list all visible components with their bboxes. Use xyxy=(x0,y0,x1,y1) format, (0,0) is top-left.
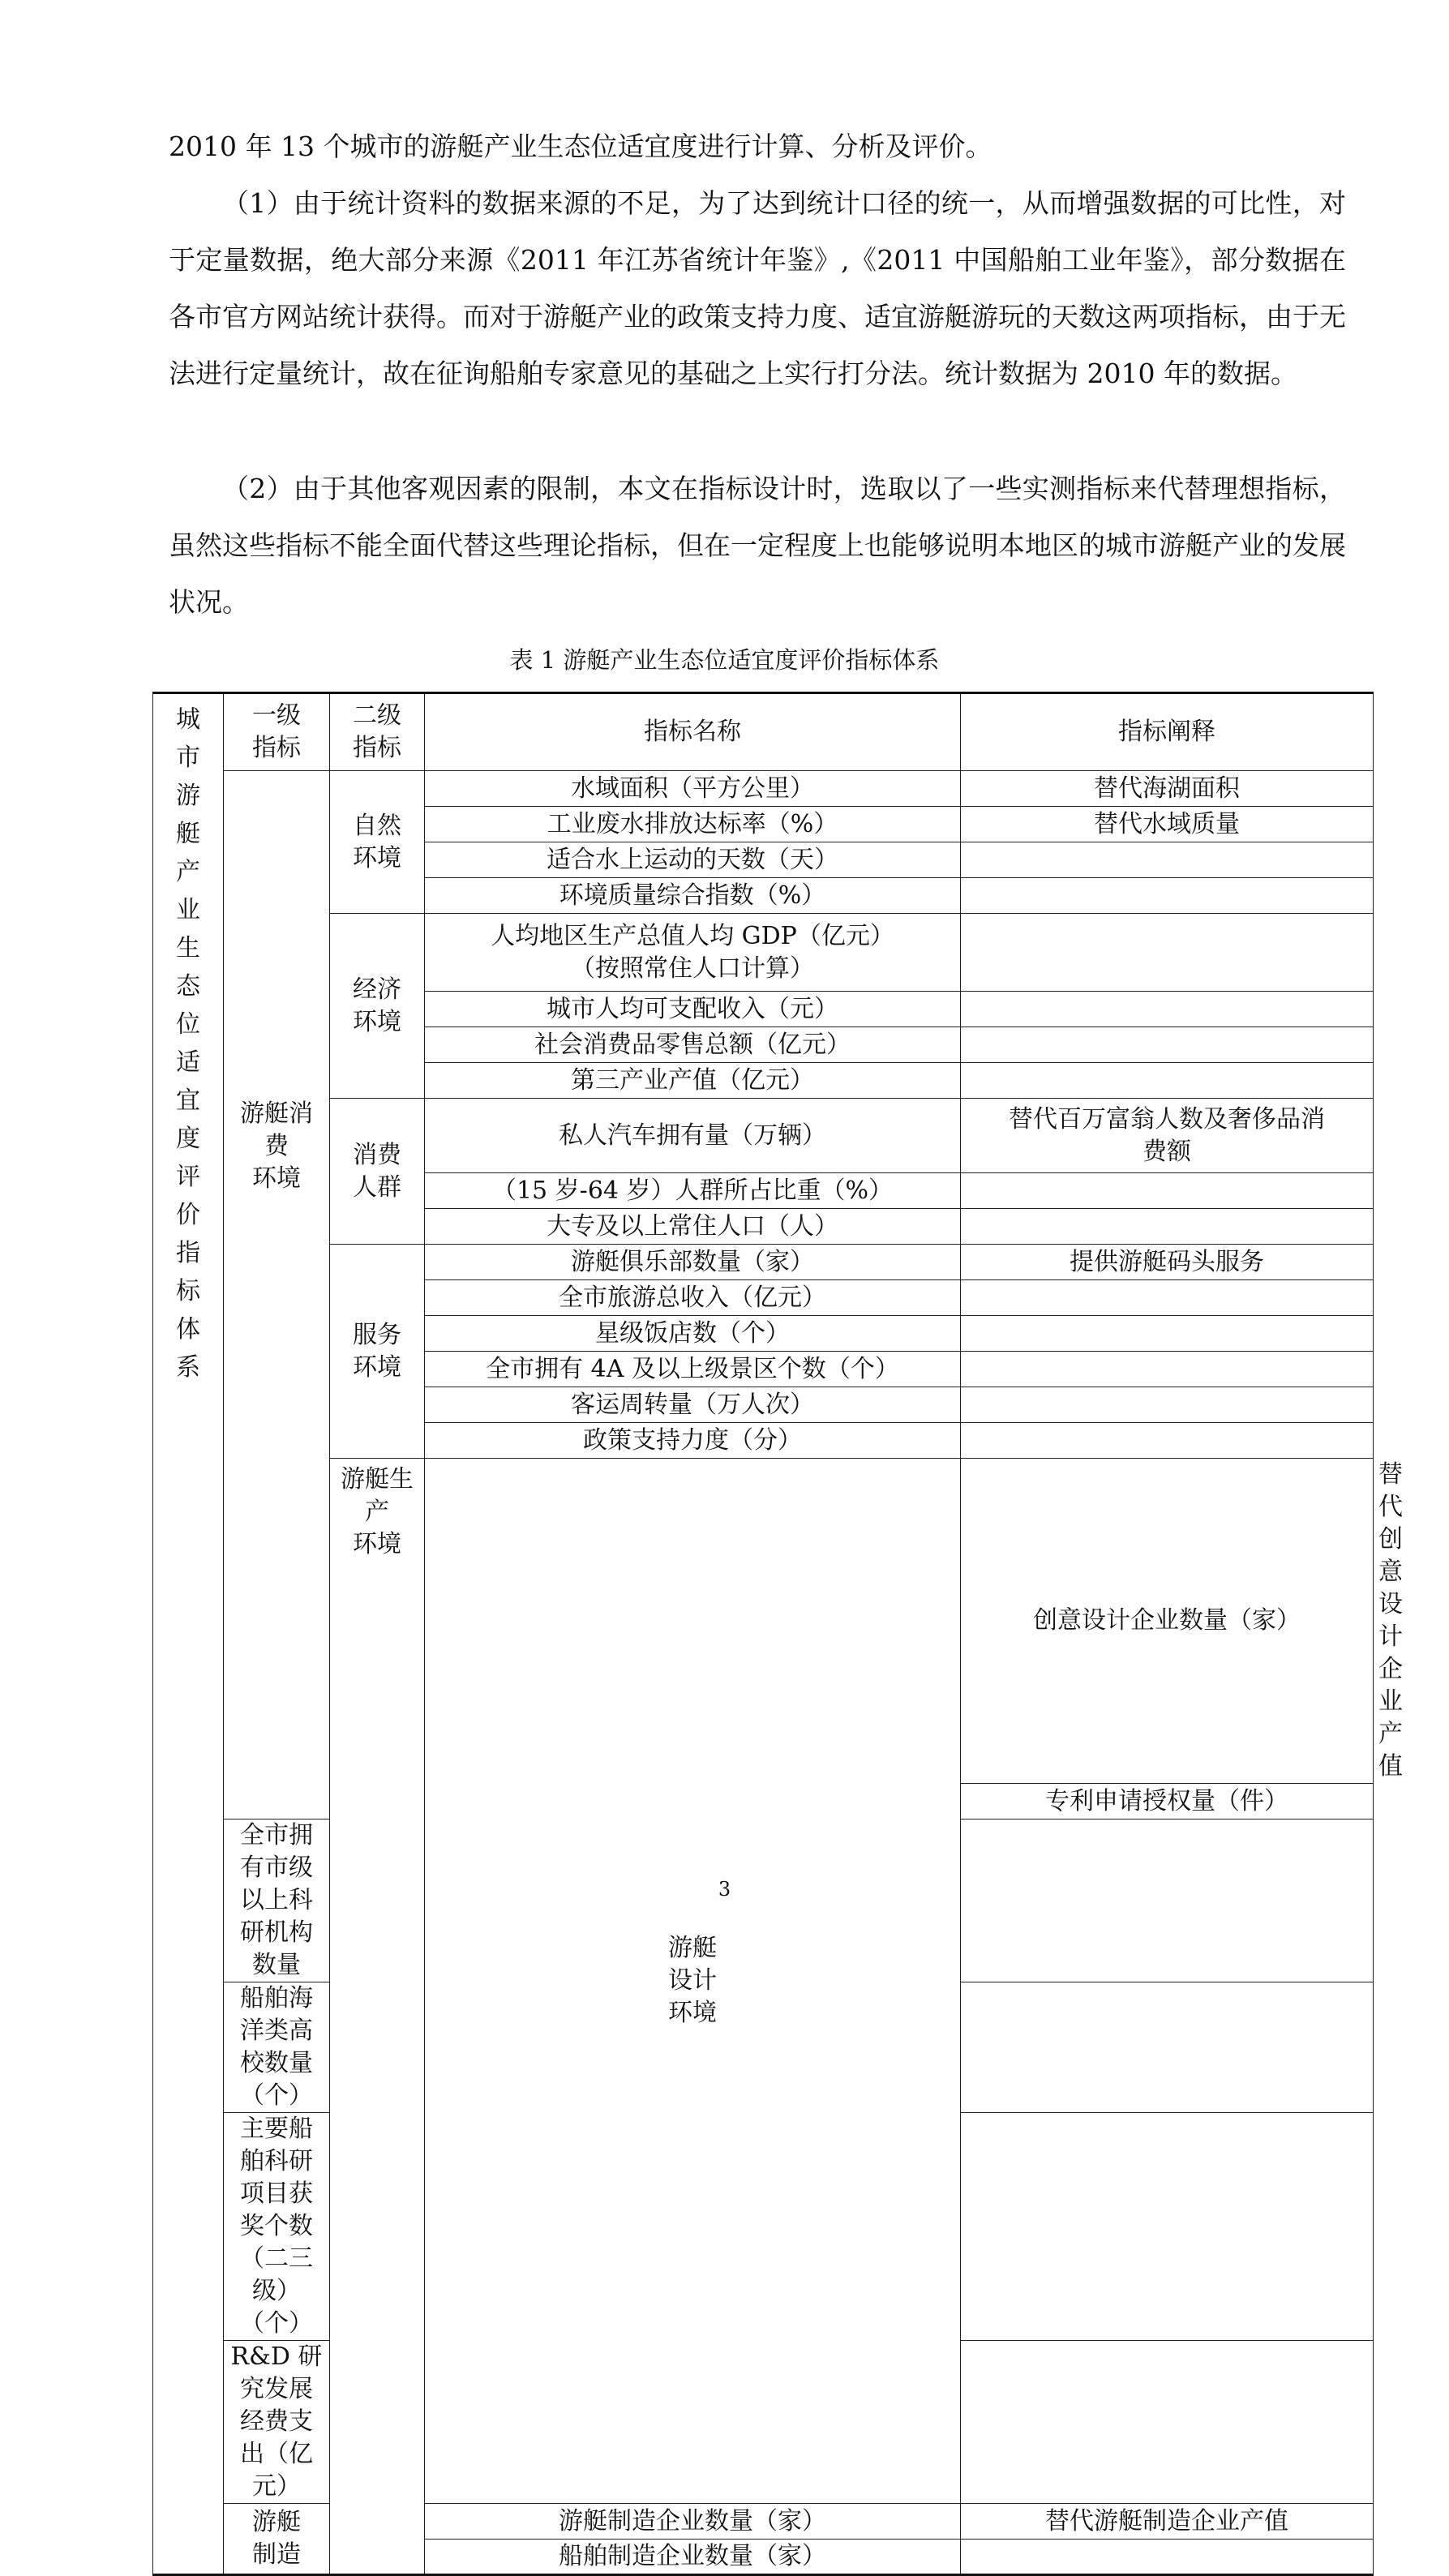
indicator-note xyxy=(961,1209,1374,1245)
indicator-name: 政策支持力度（分） xyxy=(425,1423,961,1459)
indicator-note xyxy=(961,2540,1374,2575)
table-row xyxy=(153,771,1374,807)
level2-design: 游艇 设计 环境 xyxy=(425,1459,961,2504)
indicator-note: 替代游艇制造企业产值 xyxy=(961,2504,1374,2540)
indicator-name: 工业废水排放达标率（%） xyxy=(425,807,961,842)
indicator-note: 替代水域质量 xyxy=(961,807,1374,842)
indicator-note xyxy=(961,1423,1374,1459)
level2-manufacturing: 游艇 制造 xyxy=(224,2504,330,2575)
indicator-note xyxy=(961,1063,1374,1099)
table-row xyxy=(153,1245,1374,1280)
indicator-note xyxy=(961,1173,1374,1209)
indicator-name: 主要船舶科研项目获奖个数（二三级）（个） xyxy=(224,2113,330,2341)
indicator-name: 创意设计企业数量（家） xyxy=(961,1459,1374,1784)
level2-economic: 经济 环境 xyxy=(330,914,425,1099)
level1-production: 游艇生产 环境 xyxy=(330,1459,425,2575)
indicator-name: 全市拥有市级以上科研机构数量 xyxy=(224,1819,330,1982)
indicator-name: 适合水上运动的天数（天） xyxy=(425,842,961,878)
indicator-note xyxy=(961,992,1374,1027)
indicator-name: 游艇俱乐部数量（家） xyxy=(425,1245,961,1280)
indicator-name-line1: 人均地区生产总值人均 GDP（亿元） xyxy=(491,921,894,950)
paragraph-note-1: （1）由于统计资料的数据来源的不足，为了达到统计口径的统一，从而增强数据的可比性，对于定量数据，绝大部分来源《2011 年江苏省统计年鉴》,《2011 中国船舶工业年鉴》，部分数据在各市官方网站统计获得。而对于游艇产业的政策支持力度、适宜游艇游玩的天数这两项指标，由于无法进行定量统计，故在征询船舶专家意见的基础之上实行打分法。统计数据为 2010 年的数据。 xyxy=(169,187,1346,389)
header-indicator-note: 指标阐释 xyxy=(961,693,1374,771)
header-city-system xyxy=(153,693,224,2575)
header-city-system-text: 城 市 游 艇 产 业 生 态 位 适 宜 度 评 价 指 标 体 系 xyxy=(176,705,200,1382)
paragraph-intro: 2010 年 13 个城市的游艇产业生态位适宜度进行计算、分析及评价。 xyxy=(169,131,992,162)
indicator-name: （15 岁-64 岁）人群所占比重（%） xyxy=(425,1173,961,1209)
indicator-name: 城市人均可支配收入（元） xyxy=(425,992,961,1027)
level1-consumption xyxy=(224,771,330,1819)
indicator-note xyxy=(961,1027,1374,1063)
indicator-name: 第三产业产值（亿元） xyxy=(425,1063,961,1099)
indicator-name: 船舶海洋类高校数量（个） xyxy=(224,1982,330,2113)
indicator-name: 私人汽车拥有量（万辆） xyxy=(425,1099,961,1173)
indicator-table xyxy=(152,692,1403,2576)
level2-natural: 自然 环境 xyxy=(330,771,425,914)
indicator-name: 船舶制造企业数量（家） xyxy=(425,2540,961,2575)
indicator-name: 大专及以上常住人口（人） xyxy=(425,1209,961,1245)
indicator-name xyxy=(425,914,961,992)
indicator-note xyxy=(961,1316,1374,1352)
indicator-note: 替代百万富翁人数及奢侈品消 费额 xyxy=(961,1099,1374,1173)
indicator-note xyxy=(961,878,1374,914)
table-row xyxy=(153,1099,1374,1173)
indicator-note xyxy=(961,914,1374,992)
indicator-name: 社会消费品零售总额（亿元） xyxy=(425,1027,961,1063)
indicator-name: 全市旅游总收入（亿元） xyxy=(425,1280,961,1316)
table-row xyxy=(153,914,1374,992)
indicator-note: 提供游艇码头服务 xyxy=(961,1245,1374,1280)
table-caption: 表 1 游艇产业生态位适宜度评价指标体系 xyxy=(509,646,940,674)
table-row: 游艇生产 环境 游艇 设计 环境 创意设计企业数量（家） 替代创意设计企业产值 xyxy=(153,1459,1374,1784)
indicator-note: 替代海湖面积 xyxy=(961,771,1374,807)
header-level2: 二级 指标 xyxy=(330,693,425,771)
indicator-note xyxy=(961,2341,1374,2504)
indicator-note xyxy=(961,1982,1374,2113)
level2-service: 服务 环境 xyxy=(330,1245,425,1459)
indicator-name: 客运周转量（万人次） xyxy=(425,1387,961,1423)
indicator-name: 星级饭店数（个） xyxy=(425,1316,961,1352)
indicator-name: 全市拥有 4A 及以上级景区个数（个） xyxy=(425,1352,961,1387)
page-number: 3 xyxy=(718,1878,731,1901)
indicator-name: 水域面积（平方公里） xyxy=(425,771,961,807)
header-level1: 一级 指标 xyxy=(224,693,330,771)
indicator-note xyxy=(961,1387,1374,1423)
indicator-note xyxy=(961,842,1374,878)
indicator-note xyxy=(961,2113,1374,2341)
indicator-note xyxy=(961,1352,1374,1387)
indicator-name: 环境质量综合指数（%） xyxy=(425,878,961,914)
indicator-note xyxy=(961,1280,1374,1316)
indicator-name-line2: （按照常住人口计算） xyxy=(571,954,814,983)
indicator-note xyxy=(961,1819,1374,1982)
table-header-row xyxy=(153,693,1374,771)
indicator-name: R&D 研究发展经费支出（亿元） xyxy=(224,2341,330,2504)
indicator-name: 游艇制造企业数量（家） xyxy=(425,2504,961,2540)
level2-consumers: 消费 人群 xyxy=(330,1099,425,1245)
indicator-name: 专利申请授权量（件） xyxy=(961,1784,1374,1819)
level1-consumption-text: 游艇消费 环境 xyxy=(240,1099,313,1193)
paragraph-note-2: （2）由于其他客观因素的限制，本文在指标设计时，选取以了一些实测指标来代替理想指标，虽然这些指标不能全面代替这些理论指标，但在一定程度上也能够说明本地区的城市游艇产业的发展状况。 xyxy=(169,473,1346,618)
header-indicator-name: 指标名称 xyxy=(425,693,961,771)
